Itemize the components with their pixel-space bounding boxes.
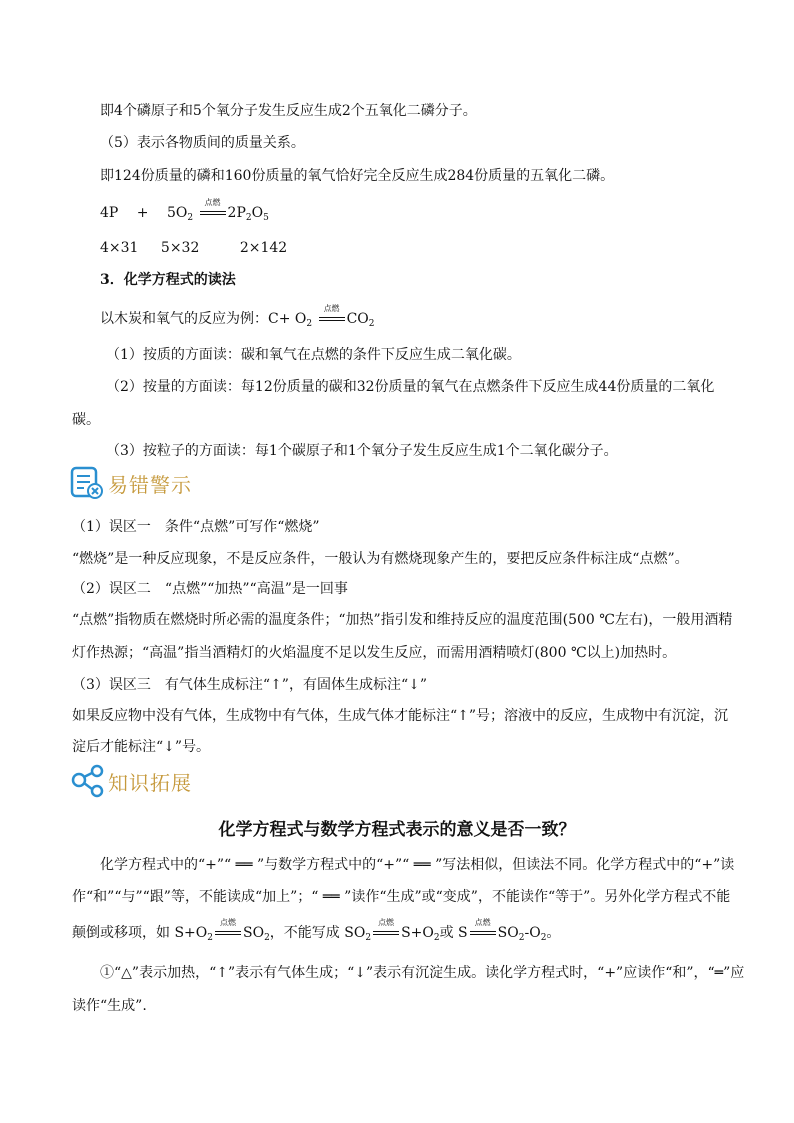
subscript: 2 (245, 213, 252, 223)
subscript: 2 (368, 319, 375, 329)
text: ，不能写成 SO (269, 925, 366, 941)
mass-b: 5×32 (160, 240, 200, 256)
text: -O (524, 925, 541, 941)
example-line (100, 304, 375, 329)
paragraph: 如果反应物中没有气体，生成物中有气体，生成气体才能标注“↑”号；溶液中的反应，生成物中有沉淀，沉 (72, 708, 729, 724)
text: SO (497, 925, 519, 941)
subscript: 2 (433, 933, 440, 943)
text: SO (242, 925, 265, 941)
eq-term: O (251, 205, 264, 221)
paragraph: （1）按质的方面读：碳和氧气在点燃的条件下反应生成二氧化碳。 (106, 347, 521, 363)
section-title: 知识拓展 (108, 770, 192, 795)
extension-title: 化学方程式与数学方程式表示的意义是否一致？ (218, 820, 576, 840)
subscript: 2 (365, 933, 372, 943)
share-nodes-icon (70, 764, 106, 798)
condition-label: 点燃 (323, 304, 340, 313)
subscript: 2 (540, 933, 547, 943)
section-heading: 3．化学方程式的读法 (100, 272, 236, 288)
paragraph: （2）误区二 “点燃”“加热”“高温”是一回事 (72, 581, 348, 597)
mass-row (100, 238, 287, 258)
text: 颠倒或移项，如 S+O (72, 925, 208, 941)
eq-plus: + (136, 205, 149, 221)
reaction-arrow (319, 304, 345, 326)
eq-term: 2P (227, 205, 246, 221)
subscript: 2 (187, 213, 194, 223)
condition-label: 点燃 (219, 918, 236, 927)
equation-phosphorus (100, 198, 269, 223)
mass-a: 4×31 (100, 240, 139, 256)
text: S+O (401, 925, 434, 941)
paragraph: 化学方程式中的“+”“ ══ ”与数学方程式中的“+”“ ══ ”写法相似，但读法不同。化学方程式中的“+”读 (100, 857, 735, 873)
eq-term: CO (346, 311, 369, 327)
reaction-arrow (200, 198, 226, 220)
section-header-mistakes (70, 466, 192, 500)
paragraph: （3）按粒子的方面读：每1个碳原子和1个氧分子发生反应生成1个二氧化碳分子。 (106, 443, 618, 459)
mass-c: 2×142 (239, 240, 288, 256)
subscript: 2 (518, 933, 525, 943)
subscript: 2 (207, 933, 213, 943)
paragraph-with-equations (72, 918, 561, 943)
paragraph: 即124份质量的磷和160份质量的氧气恰好完全反应生成284份质量的五氧化二磷。 (100, 168, 615, 184)
section-title: 易错警示 (108, 472, 192, 497)
paragraph: 灯作热源；“高温”指当酒精灯的火焰温度不足以发生反应，而需用酒精喷灯(800 ℃以上)加热时。 (72, 645, 677, 661)
subscript: 5 (263, 213, 269, 223)
subscript: 2 (306, 319, 313, 329)
text: 或 S (439, 925, 468, 941)
paragraph: （5）表示各物质间的质量关系。 (100, 135, 305, 151)
paragraph: 作“和”“与”“跟”等，不能读成“加上”；“ ══ ”读作“生成”或“变成”，不能读作“等于”。另外化学方程式不能 (72, 889, 731, 905)
eq-term: 5O (166, 205, 188, 221)
paragraph: 碳。 (72, 412, 100, 428)
subscript: 2 (264, 933, 270, 943)
paragraph: “燃烧”是一种反应现象，不是反应条件，一般认为有燃烧现象产生的，要把反应条件标注成“点燃”。 (72, 551, 689, 567)
paragraph: “点燃”指物质在燃烧时所必需的温度条件；“加热”指引发和维持反应的温度范围(500 ℃左右)，一般用酒精 (72, 612, 733, 628)
eq-term: 4P (100, 205, 119, 221)
section-header-extension (70, 764, 192, 798)
error-note-icon (70, 466, 106, 500)
reaction-arrow (215, 918, 241, 940)
paragraph: （3）误区三 有气体生成标注“↑”，有固体生成标注“↓” (72, 677, 427, 693)
reaction-arrow (470, 918, 496, 940)
text: 。 (546, 925, 561, 941)
paragraph: （1）误区一 条件“点燃”可写作“燃烧” (72, 519, 320, 535)
paragraph: 即4个磷原子和5个氧分子发生反应生成2个五氧化二磷分子。 (100, 103, 477, 119)
condition-label: 点燃 (474, 918, 491, 927)
paragraph: ①“△”表示加热，“↑”表示有气体生成；“↓”表示有沉淀生成。读化学方程式时，“+”应读作“和”，“═”应 (100, 965, 745, 981)
paragraph: （2）按量的方面读：每12份质量的碳和32份质量的氧气在点燃条件下反应生成44份质量的二氧化 (106, 379, 715, 395)
condition-label: 点燃 (204, 198, 221, 207)
reaction-arrow (373, 918, 399, 940)
paragraph: 淀后才能标注“↓”号。 (72, 739, 211, 755)
example-text: 以木炭和氧气的反应为例：C+ O (100, 311, 307, 327)
condition-label: 点燃 (378, 918, 395, 927)
paragraph: 读作“生成”. (72, 998, 147, 1014)
